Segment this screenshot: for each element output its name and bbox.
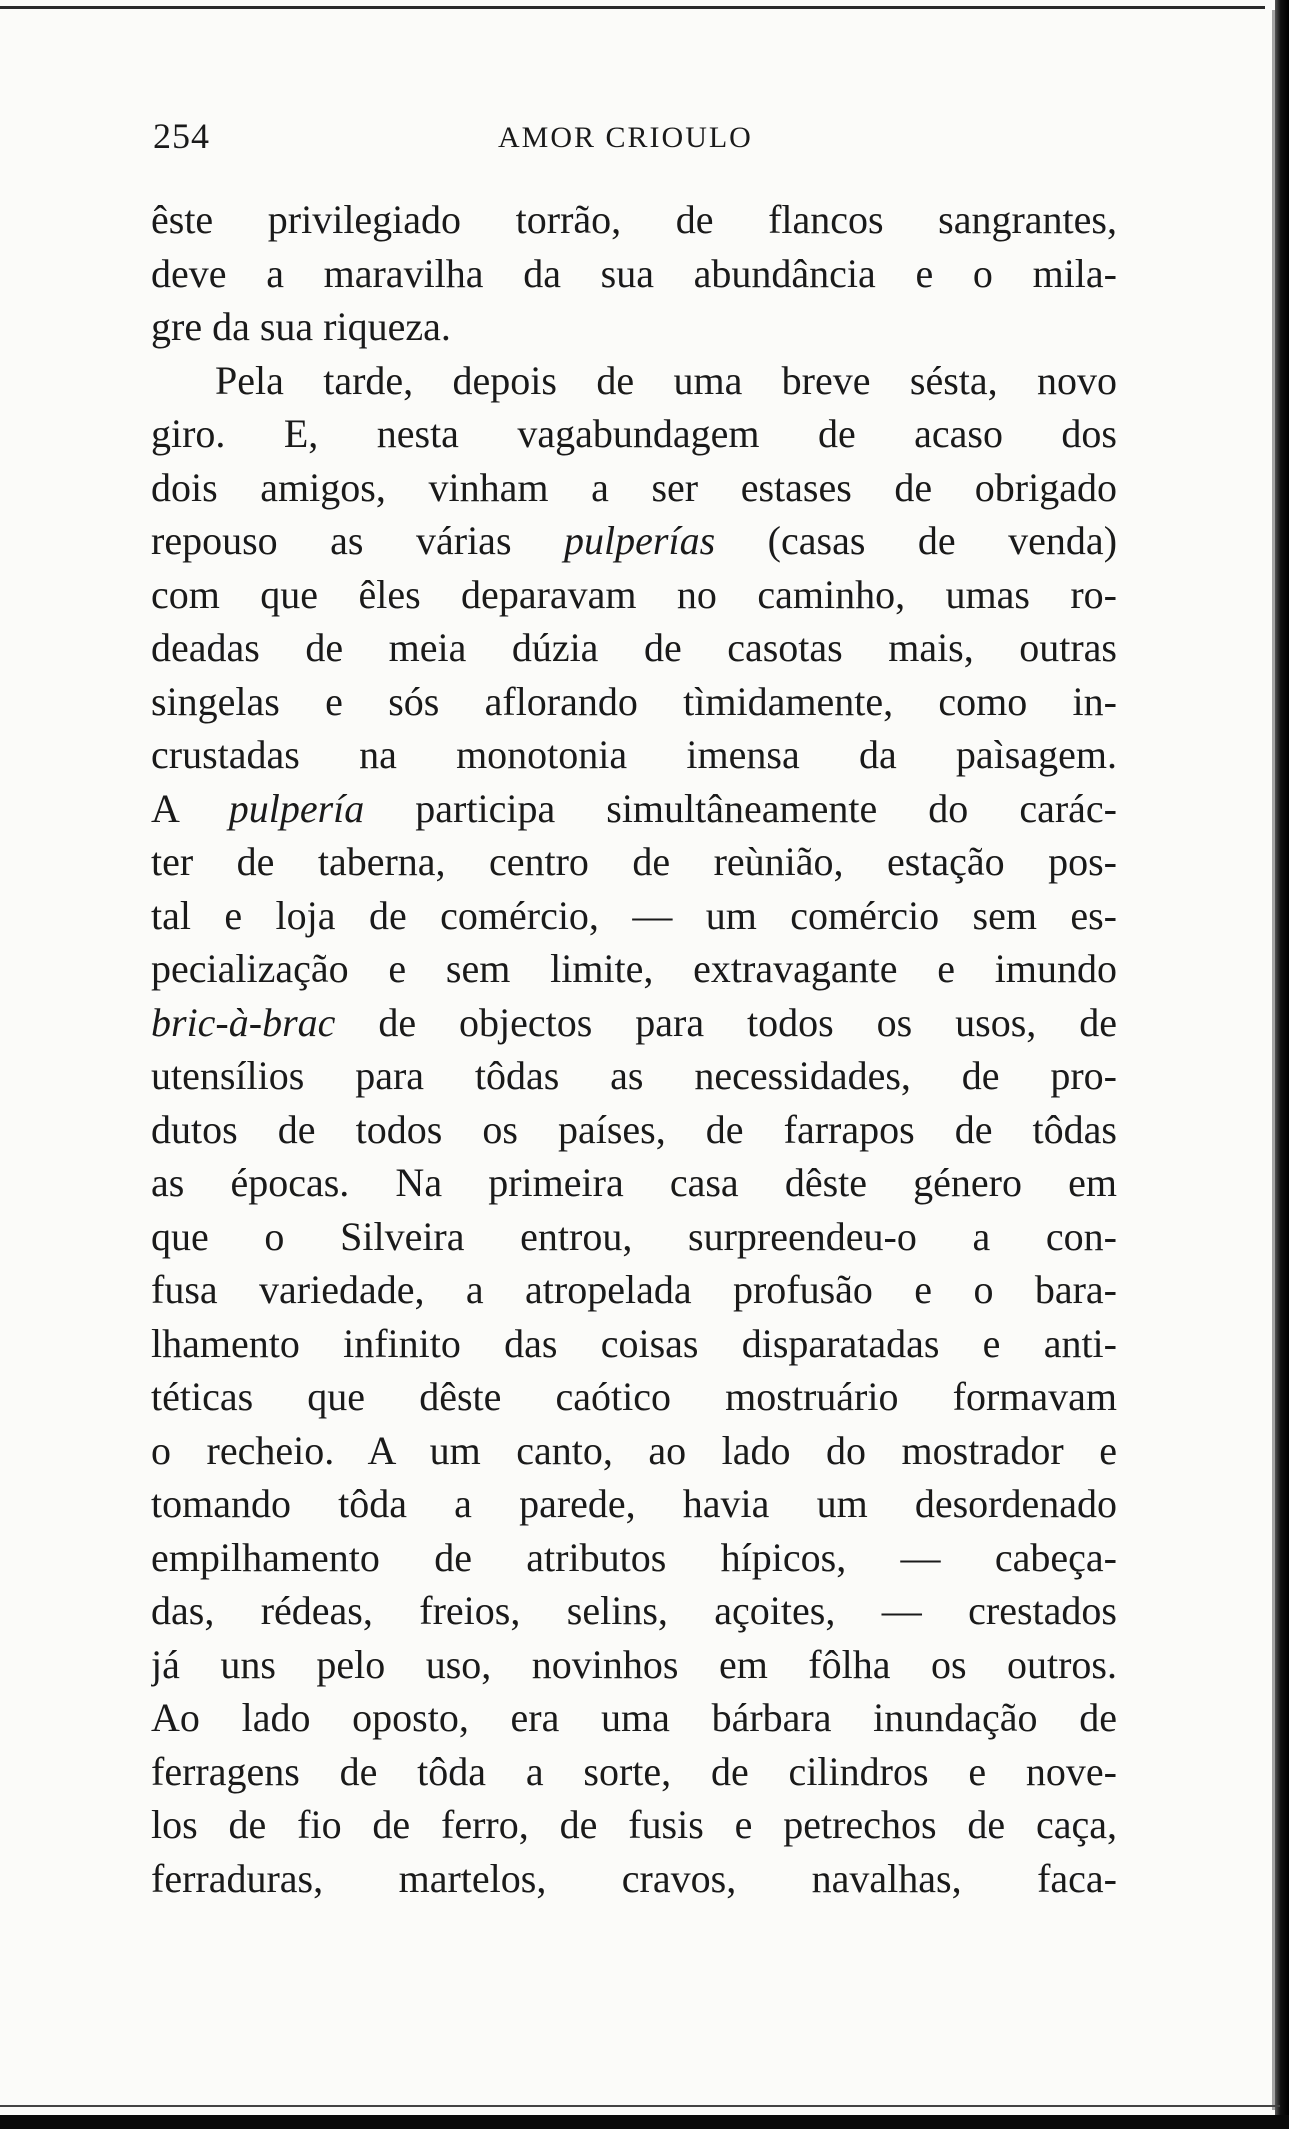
text-segment: participa simultâneamente do carác- bbox=[364, 785, 1117, 831]
text-line: crustadas na monotonia imensa da paìsagem. bbox=[151, 732, 1117, 777]
italic-term: pulperías bbox=[564, 518, 716, 563]
page-bottom-edge bbox=[0, 2115, 1289, 2129]
text-line: com que êles deparavam no caminho, umas ro- bbox=[151, 571, 1117, 617]
text-line: dutos de todos os países, de farrapos de tôdas bbox=[151, 1106, 1117, 1152]
text-line bbox=[151, 514, 1117, 568]
page-binding-shadow bbox=[1275, 0, 1289, 2129]
page-edge-line bbox=[1272, 10, 1275, 2110]
text-line: gre da sua riqueza. bbox=[151, 304, 451, 349]
italic-term: pulpería bbox=[228, 785, 365, 831]
text-line: Ao lado oposto, era uma bárbara inundação de bbox=[151, 1695, 1117, 1740]
text-line: giro. E, nesta vagabundagem de acaso dos bbox=[151, 411, 1117, 456]
text-line bbox=[151, 996, 1117, 1050]
page-top-edge bbox=[0, 6, 1265, 9]
text-line: singelas e sós aflorando tìmidamente, como in- bbox=[151, 678, 1117, 724]
text-line: lhamento infinito das coisas disparatadas e anti- bbox=[151, 1320, 1117, 1366]
text-line: ferraduras, martelos, cravos, navalhas, faca- bbox=[151, 1855, 1117, 1901]
text-line: o recheio. A um canto, ao lado do mostrador e bbox=[151, 1427, 1117, 1473]
text-line bbox=[151, 782, 1117, 836]
text-segment: de objectos para todos os usos, de bbox=[335, 999, 1117, 1045]
text-line: êste privilegiado torrão, de flancos sangrantes, bbox=[151, 197, 1117, 242]
text-line: as épocas. Na primeira casa dêste género em bbox=[151, 1160, 1117, 1205]
text-line: utensílios para tôdas as necessidades, de pro- bbox=[151, 1053, 1117, 1098]
text-line: tomando tôda a parede, havia um desordenado bbox=[151, 1481, 1117, 1526]
text-line: fusa variedade, a atropelada profusão e o bara- bbox=[151, 1267, 1117, 1312]
running-title: AMOR CRIOULO bbox=[498, 121, 753, 154]
text-line: das, rédeas, freios, selins, açoites, — crestados bbox=[151, 1588, 1117, 1633]
text-line: téticas que dêste caótico mostruário formavam bbox=[151, 1374, 1117, 1419]
italic-term: bric-à-brac bbox=[151, 999, 336, 1045]
text-line: tal e loja de comércio, — um comércio sem es- bbox=[151, 892, 1117, 938]
text-line: ferragens de tôda a sorte, de cilindros e nove- bbox=[151, 1748, 1117, 1794]
text-segment: A bbox=[151, 785, 229, 831]
text-line: pecialização e sem limite, extravagante e imundo bbox=[151, 946, 1117, 991]
text-line: Pela tarde, depois de uma breve sésta, novo bbox=[215, 357, 1117, 403]
text-line: dois amigos, vinham a ser estases de obrigado bbox=[151, 464, 1117, 510]
text-line: deadas de meia dúzia de casotas mais, outras bbox=[151, 625, 1117, 670]
text-line: que o Silveira entrou, surpreendeu-o a con- bbox=[151, 1213, 1117, 1259]
text-segment: (casas de venda) bbox=[715, 518, 1117, 563]
text-line: já uns pelo uso, novinhos em fôlha os outros. bbox=[151, 1641, 1117, 1687]
text-line: ter de taberna, centro de reùnião, estação pos- bbox=[151, 839, 1117, 884]
text-line: empilhamento de atributos hípicos, — cabeça- bbox=[151, 1534, 1117, 1580]
text-segment: repouso as várias bbox=[151, 518, 565, 563]
page-header bbox=[153, 115, 1118, 165]
page-bottom-line bbox=[0, 2105, 1280, 2107]
page-number: 254 bbox=[153, 116, 210, 156]
text-line: los de fio de ferro, de fusis e petrechos de caça, bbox=[151, 1802, 1117, 1847]
text-line: deve a maravilha da sua abundância e o mila- bbox=[151, 250, 1117, 296]
body-text bbox=[151, 193, 1117, 1905]
